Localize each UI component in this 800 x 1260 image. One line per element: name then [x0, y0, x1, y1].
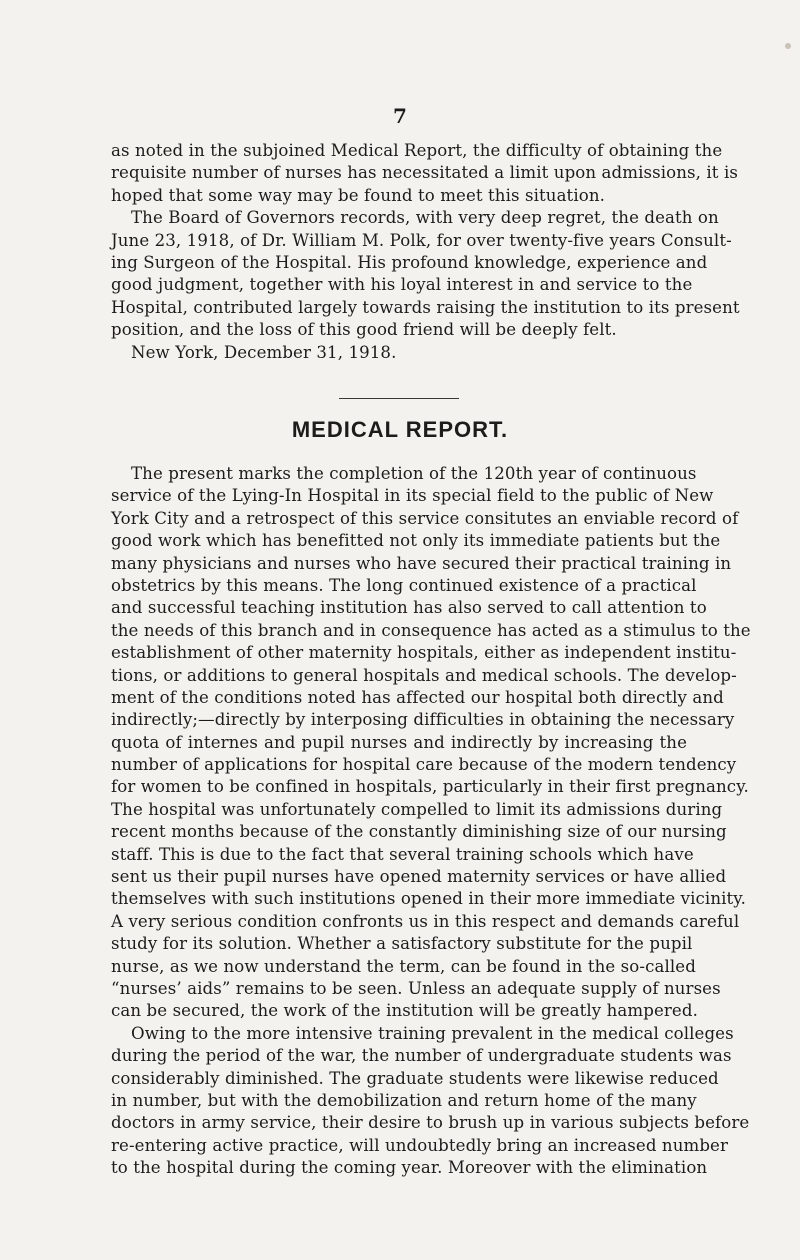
text-line: hoped that some way may be found to meet this situation.	[111, 185, 605, 205]
report-body	[111, 463, 751, 1180]
text-line: sent us their pupil nurses have opened maternity services or have allied	[111, 867, 727, 887]
text-line: Owing to the more intensive training prevalent in the medical colleges	[131, 1023, 734, 1043]
text-line: New York, December 31, 1918.	[131, 342, 397, 362]
text-line: themselves with such institutions opened in their more immediate vicinity.	[111, 889, 746, 909]
text-line: and successful teaching institution has also served to call attention to	[111, 598, 707, 618]
text-line: re-entering active practice, will undoubtedly bring an increased number	[111, 1135, 729, 1155]
text-line: in number, but with the demobilization and return home of the many	[111, 1090, 697, 1110]
text-line: position, and the loss of this good friend will be deeply felt.	[111, 320, 617, 340]
text-line: to the hospital during the coming year. Moreover with the elimination	[111, 1158, 708, 1178]
text-line: service of the Lying-In Hospital in its special field to the public of New	[111, 486, 714, 506]
text-line: indirectly;—directly by interposing difficulties in obtaining the necessary	[111, 710, 735, 730]
text-line: recent months because of the constantly diminishing size of our nursing	[111, 822, 727, 842]
text-line: good work which has benefitted not only its immediate patients but the	[111, 531, 721, 551]
text-line: The present marks the completion of the 120th year of continuous	[131, 464, 697, 483]
text-line: staff. This is due to the fact that several training schools which have	[111, 844, 694, 864]
text-line: as noted in the subjoined Medical Report, the difficulty of obtaining the	[111, 141, 723, 160]
text-line: doctors in army service, their desire to brush up in various subjects before	[111, 1113, 750, 1133]
text-line: for women to be confined in hospitals, particularly in their first pregnancy.	[111, 777, 749, 797]
text-line: ment of the conditions noted has affected our hospital both directly and	[111, 687, 724, 707]
text-line: many physicians and nurses who have secured their practical training in	[111, 553, 732, 573]
text-line: The hospital was unfortunately compelled to limit its admissions during	[111, 799, 723, 819]
text-line: A very serious condition confronts us in this respect and demands careful	[111, 911, 740, 931]
text-line: considerably diminished. The graduate students were likewise reduced	[111, 1068, 719, 1088]
text-line: June 23, 1918, of Dr. William M. Polk, for over twenty-five years Consult-	[111, 230, 732, 250]
section-divider	[339, 398, 459, 399]
text-line: “nurses’ aids” remains to be seen. Unless an adequate supply of nurses	[111, 978, 721, 998]
text-line: good judgment, together with his loyal interest in and service to the	[111, 275, 693, 295]
text-line: requisite number of nurses has necessitated a limit upon admissions, it is	[111, 163, 738, 183]
text-line: Hospital, contributed largely towards raising the institution to its present	[111, 297, 740, 317]
section-heading: MEDICAL REPORT.	[291, 417, 509, 442]
text-line: tions, or additions to general hospitals and medical schools. The develop-	[111, 665, 737, 685]
text-line: The Board of Governors records, with very deep regret, the death on	[131, 208, 719, 228]
paper-stain	[785, 43, 791, 49]
text-line: nurse, as we now understand the term, can be found in the so-called	[111, 956, 696, 976]
text-line: study for its solution. Whether a satisfactory substitute for the pupil	[111, 934, 693, 954]
text-line: during the period of the war, the number of undergraduate students was	[111, 1046, 732, 1066]
intro-paragraphs	[111, 140, 740, 364]
text-line: quota of internes and pupil nurses and indirectly by increasing the	[111, 732, 687, 752]
text-line: obstetrics by this means. The long continued existence of a practical	[111, 575, 697, 595]
text-line: ing Surgeon of the Hospital. His profound knowledge, experience and	[111, 252, 708, 272]
page-number: 7	[393, 104, 407, 128]
text-line: can be secured, the work of the institution will be greatly hampered.	[111, 1001, 698, 1021]
text-line: York City and a retrospect of this service consitutes an enviable record of	[111, 508, 739, 528]
text-line: the needs of this branch and in consequence has acted as a stimulus to the	[111, 620, 751, 640]
text-line: number of applications for hospital care because of the modern tendency	[111, 755, 737, 775]
text-line: establishment of other maternity hospitals, either as independent institu-	[111, 643, 737, 663]
